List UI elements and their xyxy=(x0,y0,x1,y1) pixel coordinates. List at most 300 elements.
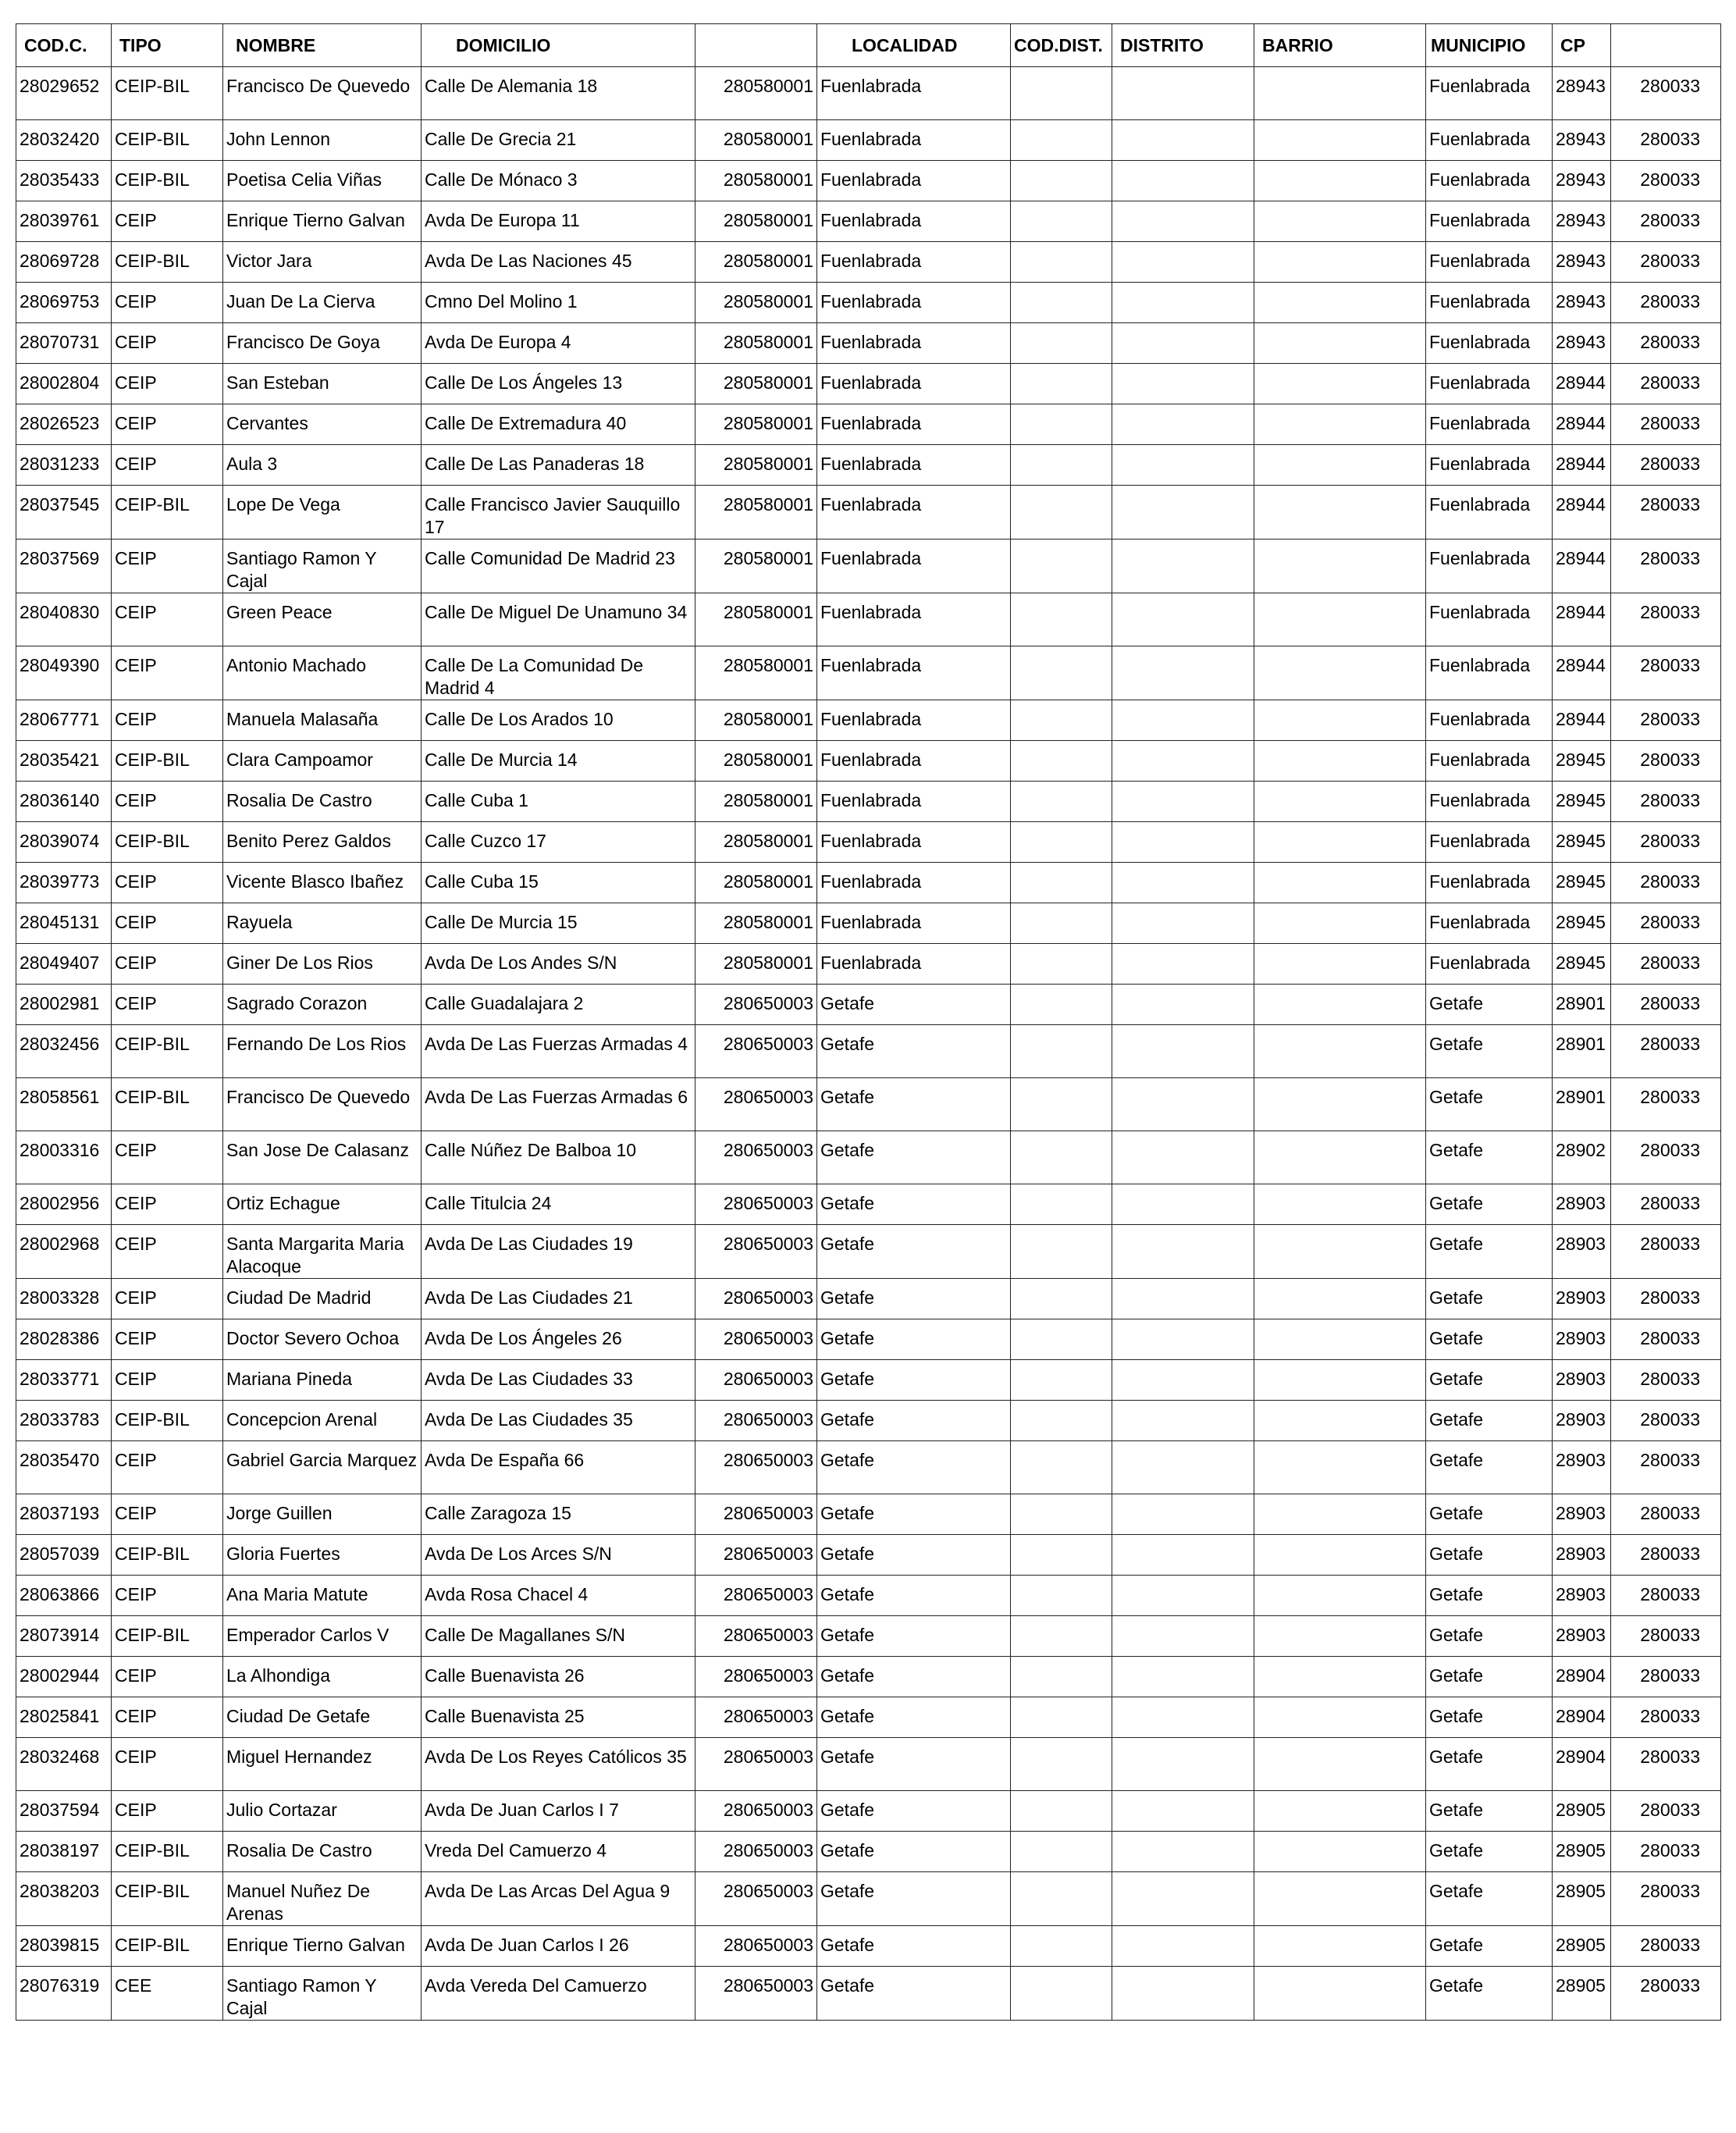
cell-municipio: Getafe xyxy=(1426,1697,1553,1738)
cell-tipo: CEIP-BIL xyxy=(112,1616,223,1657)
cell-codigo: 280580001 xyxy=(695,120,817,161)
cell-codigo-2: 280033 xyxy=(1611,1025,1721,1078)
cell-nombre: Enrique Tierno Galvan xyxy=(223,201,422,242)
cell-cp: 28944 xyxy=(1553,486,1611,539)
cell-municipio: Getafe xyxy=(1426,1535,1553,1576)
cell-localidad: Getafe xyxy=(817,985,1011,1025)
cell-localidad: Getafe xyxy=(817,1279,1011,1319)
cell-nombre: Julio Cortazar xyxy=(223,1791,422,1832)
cell-nombre: Fernando De Los Rios xyxy=(223,1025,422,1078)
cell-cod-c: 28002944 xyxy=(16,1657,112,1697)
cell-cp: 28903 xyxy=(1553,1494,1611,1535)
cell-cod-dist xyxy=(1011,201,1112,242)
cell-cp: 28904 xyxy=(1553,1697,1611,1738)
cell-barrio xyxy=(1254,1279,1426,1319)
cell-cod-dist xyxy=(1011,323,1112,364)
cell-distrito xyxy=(1112,1926,1254,1967)
cell-cp: 28901 xyxy=(1553,1025,1611,1078)
table-row xyxy=(16,1832,1721,1872)
cell-cod-c: 28037594 xyxy=(16,1791,112,1832)
cell-nombre: Gabriel Garcia Marquez xyxy=(223,1441,422,1494)
cell-domicilio: Calle Núñez De Balboa 10 xyxy=(422,1131,695,1184)
cell-distrito xyxy=(1112,1791,1254,1832)
cell-codigo-2: 280033 xyxy=(1611,1131,1721,1184)
cell-cod-dist xyxy=(1011,1535,1112,1576)
cell-localidad: Fuenlabrada xyxy=(817,201,1011,242)
cell-codigo: 280650003 xyxy=(695,1697,817,1738)
cell-tipo: CEIP xyxy=(112,404,223,445)
table-row xyxy=(16,700,1721,741)
cell-codigo-2: 280033 xyxy=(1611,1494,1721,1535)
cell-localidad: Fuenlabrada xyxy=(817,283,1011,323)
cell-barrio xyxy=(1254,1926,1426,1967)
cell-codigo-2: 280033 xyxy=(1611,782,1721,822)
cell-municipio: Fuenlabrada xyxy=(1426,242,1553,283)
cell-localidad: Getafe xyxy=(817,1319,1011,1360)
cell-barrio xyxy=(1254,863,1426,903)
cell-codigo-2: 280033 xyxy=(1611,323,1721,364)
cell-distrito xyxy=(1112,863,1254,903)
cell-cp: 28904 xyxy=(1553,1657,1611,1697)
cell-distrito xyxy=(1112,1494,1254,1535)
cell-nombre: Concepcion Arenal xyxy=(223,1401,422,1441)
cell-barrio xyxy=(1254,1401,1426,1441)
cell-codigo: 280650003 xyxy=(695,1967,817,2021)
cell-barrio xyxy=(1254,201,1426,242)
table-row xyxy=(16,161,1721,201)
header-municipio: MUNICIPIO xyxy=(1426,24,1553,67)
cell-codigo-2: 280033 xyxy=(1611,903,1721,944)
cell-municipio: Getafe xyxy=(1426,1738,1553,1791)
cell-cod-c: 28033771 xyxy=(16,1360,112,1401)
cell-cp: 28943 xyxy=(1553,283,1611,323)
cell-domicilio: Calle De Murcia 15 xyxy=(422,903,695,944)
cell-cod-dist xyxy=(1011,1967,1112,2021)
table-row xyxy=(16,1441,1721,1494)
cell-municipio: Fuenlabrada xyxy=(1426,161,1553,201)
table-row xyxy=(16,1738,1721,1791)
cell-distrito xyxy=(1112,1535,1254,1576)
table-row xyxy=(16,201,1721,242)
cell-codigo: 280650003 xyxy=(695,1576,817,1616)
cell-codigo-2: 280033 xyxy=(1611,944,1721,985)
cell-municipio: Fuenlabrada xyxy=(1426,741,1553,782)
cell-distrito xyxy=(1112,985,1254,1025)
cell-codigo: 280580001 xyxy=(695,242,817,283)
cell-cod-dist xyxy=(1011,1225,1112,1279)
cell-tipo: CEIP-BIL xyxy=(112,486,223,539)
cell-domicilio: Avda De Las Ciudades 19 xyxy=(422,1225,695,1279)
cell-codigo: 280650003 xyxy=(695,1441,817,1494)
table-row xyxy=(16,283,1721,323)
cell-cp: 28943 xyxy=(1553,120,1611,161)
cell-distrito xyxy=(1112,323,1254,364)
cell-domicilio: Calle De Los Arados 10 xyxy=(422,700,695,741)
cell-barrio xyxy=(1254,944,1426,985)
cell-nombre: Ciudad De Madrid xyxy=(223,1279,422,1319)
cell-municipio: Getafe xyxy=(1426,1494,1553,1535)
cell-domicilio: Calle Cuba 15 xyxy=(422,863,695,903)
cell-cod-dist xyxy=(1011,903,1112,944)
cell-codigo: 280650003 xyxy=(695,1279,817,1319)
cell-codigo: 280580001 xyxy=(695,283,817,323)
cell-tipo: CEE xyxy=(112,1967,223,2021)
cell-cp: 28943 xyxy=(1553,323,1611,364)
cell-cp: 28944 xyxy=(1553,593,1611,646)
cell-cod-dist xyxy=(1011,1697,1112,1738)
cell-municipio: Getafe xyxy=(1426,1791,1553,1832)
cell-barrio xyxy=(1254,1131,1426,1184)
cell-nombre: Enrique Tierno Galvan xyxy=(223,1926,422,1967)
cell-cod-dist xyxy=(1011,1360,1112,1401)
cell-cod-dist xyxy=(1011,1184,1112,1225)
cell-nombre: Antonio Machado xyxy=(223,646,422,700)
cell-municipio: Getafe xyxy=(1426,1279,1553,1319)
cell-domicilio: Avda De España 66 xyxy=(422,1441,695,1494)
cell-distrito xyxy=(1112,1697,1254,1738)
cell-barrio xyxy=(1254,486,1426,539)
cell-codigo-2: 280033 xyxy=(1611,283,1721,323)
cell-codigo-2: 280033 xyxy=(1611,1360,1721,1401)
cell-tipo: CEIP xyxy=(112,1738,223,1791)
cell-nombre: Vicente Blasco Ibañez xyxy=(223,863,422,903)
cell-domicilio: Calle Buenavista 25 xyxy=(422,1697,695,1738)
cell-distrito xyxy=(1112,1131,1254,1184)
cell-domicilio: Calle De Alemania 18 xyxy=(422,67,695,120)
cell-codigo: 280650003 xyxy=(695,1535,817,1576)
cell-distrito xyxy=(1112,1025,1254,1078)
cell-cod-c: 28038197 xyxy=(16,1832,112,1872)
cell-codigo-2: 280033 xyxy=(1611,1697,1721,1738)
cell-codigo: 280650003 xyxy=(695,1616,817,1657)
cell-tipo: CEIP-BIL xyxy=(112,1025,223,1078)
cell-localidad: Fuenlabrada xyxy=(817,404,1011,445)
cell-distrito xyxy=(1112,1872,1254,1926)
cell-barrio xyxy=(1254,1616,1426,1657)
cell-tipo: CEIP xyxy=(112,364,223,404)
cell-cod-dist xyxy=(1011,822,1112,863)
cell-municipio: Fuenlabrada xyxy=(1426,782,1553,822)
cell-tipo: CEIP xyxy=(112,1225,223,1279)
cell-cod-dist xyxy=(1011,1319,1112,1360)
cell-barrio xyxy=(1254,985,1426,1025)
cell-cod-dist xyxy=(1011,161,1112,201)
cell-codigo: 280580001 xyxy=(695,201,817,242)
cell-cod-dist xyxy=(1011,120,1112,161)
cell-codigo: 280650003 xyxy=(695,1225,817,1279)
cell-nombre: Ortiz Echague xyxy=(223,1184,422,1225)
cell-distrito xyxy=(1112,1401,1254,1441)
cell-municipio: Getafe xyxy=(1426,1872,1553,1926)
cell-cod-dist xyxy=(1011,1078,1112,1131)
table-row xyxy=(16,1926,1721,1967)
cell-distrito xyxy=(1112,822,1254,863)
cell-cod-dist xyxy=(1011,242,1112,283)
cell-cod-c: 28049390 xyxy=(16,646,112,700)
cell-distrito xyxy=(1112,486,1254,539)
cell-cod-c: 28063866 xyxy=(16,1576,112,1616)
cell-cod-c: 28037545 xyxy=(16,486,112,539)
cell-barrio xyxy=(1254,1738,1426,1791)
cell-cp: 28903 xyxy=(1553,1319,1611,1360)
cell-barrio xyxy=(1254,67,1426,120)
cell-tipo: CEIP xyxy=(112,201,223,242)
cell-cod-c: 28003316 xyxy=(16,1131,112,1184)
cell-tipo: CEIP-BIL xyxy=(112,242,223,283)
cell-cod-c: 28035470 xyxy=(16,1441,112,1494)
table-row xyxy=(16,120,1721,161)
cell-cod-c: 28040830 xyxy=(16,593,112,646)
table-row xyxy=(16,242,1721,283)
cell-domicilio: Avda De Juan Carlos I 7 xyxy=(422,1791,695,1832)
cell-municipio: Getafe xyxy=(1426,1926,1553,1967)
cell-nombre: Santiago Ramon Y Cajal xyxy=(223,539,422,593)
cell-distrito xyxy=(1112,646,1254,700)
cell-codigo: 280580001 xyxy=(695,67,817,120)
cell-tipo: CEIP-BIL xyxy=(112,822,223,863)
cell-domicilio: Calle De Extremadura 40 xyxy=(422,404,695,445)
schools-table xyxy=(16,23,1721,2021)
table-row xyxy=(16,782,1721,822)
cell-cp: 28902 xyxy=(1553,1131,1611,1184)
cell-localidad: Fuenlabrada xyxy=(817,67,1011,120)
table-row xyxy=(16,1657,1721,1697)
cell-cp: 28903 xyxy=(1553,1576,1611,1616)
cell-municipio: Getafe xyxy=(1426,1616,1553,1657)
cell-codigo: 280650003 xyxy=(695,1791,817,1832)
cell-distrito xyxy=(1112,283,1254,323)
cell-codigo-2: 280033 xyxy=(1611,985,1721,1025)
cell-nombre: Francisco De Quevedo xyxy=(223,1078,422,1131)
table-row xyxy=(16,1401,1721,1441)
cell-localidad: Getafe xyxy=(817,1657,1011,1697)
cell-tipo: CEIP xyxy=(112,903,223,944)
table-row xyxy=(16,404,1721,445)
header-cod-dist: COD.DIST. xyxy=(1011,24,1112,67)
cell-localidad: Fuenlabrada xyxy=(817,445,1011,486)
cell-barrio xyxy=(1254,1535,1426,1576)
cell-barrio xyxy=(1254,1319,1426,1360)
header-blank-1 xyxy=(695,24,817,67)
cell-domicilio: Avda De Los Andes S/N xyxy=(422,944,695,985)
cell-cp: 28905 xyxy=(1553,1832,1611,1872)
cell-localidad: Getafe xyxy=(817,1494,1011,1535)
header-row xyxy=(16,24,1721,67)
cell-nombre: Rayuela xyxy=(223,903,422,944)
cell-tipo: CEIP xyxy=(112,1576,223,1616)
cell-cod-dist xyxy=(1011,593,1112,646)
cell-codigo: 280650003 xyxy=(695,1184,817,1225)
cell-tipo: CEIP-BIL xyxy=(112,1078,223,1131)
cell-municipio: Getafe xyxy=(1426,1360,1553,1401)
cell-nombre: Francisco De Quevedo xyxy=(223,67,422,120)
cell-codigo: 280650003 xyxy=(695,1926,817,1967)
cell-domicilio: Avda De Los Ángeles 26 xyxy=(422,1319,695,1360)
cell-cp: 28905 xyxy=(1553,1791,1611,1832)
cell-codigo: 280580001 xyxy=(695,445,817,486)
table-row xyxy=(16,822,1721,863)
cell-barrio xyxy=(1254,539,1426,593)
cell-domicilio: Avda De Juan Carlos I 26 xyxy=(422,1926,695,1967)
cell-cp: 28945 xyxy=(1553,903,1611,944)
cell-domicilio: Calle De Miguel De Unamuno 34 xyxy=(422,593,695,646)
cell-cp: 28903 xyxy=(1553,1441,1611,1494)
cell-municipio: Getafe xyxy=(1426,1576,1553,1616)
cell-tipo: CEIP-BIL xyxy=(112,1872,223,1926)
cell-municipio: Fuenlabrada xyxy=(1426,404,1553,445)
cell-distrito xyxy=(1112,1657,1254,1697)
cell-codigo: 280650003 xyxy=(695,1360,817,1401)
cell-nombre: Francisco De Goya xyxy=(223,323,422,364)
cell-barrio xyxy=(1254,700,1426,741)
cell-codigo: 280650003 xyxy=(695,1657,817,1697)
cell-distrito xyxy=(1112,782,1254,822)
cell-codigo-2: 280033 xyxy=(1611,1319,1721,1360)
cell-localidad: Fuenlabrada xyxy=(817,120,1011,161)
cell-municipio: Getafe xyxy=(1426,1131,1553,1184)
cell-codigo: 280650003 xyxy=(695,1401,817,1441)
cell-localidad: Fuenlabrada xyxy=(817,486,1011,539)
table-row xyxy=(16,863,1721,903)
cell-codigo: 280650003 xyxy=(695,1832,817,1872)
header-localidad: LOCALIDAD xyxy=(817,24,1011,67)
cell-codigo: 280650003 xyxy=(695,985,817,1025)
cell-cp: 28945 xyxy=(1553,782,1611,822)
cell-barrio xyxy=(1254,120,1426,161)
cell-distrito xyxy=(1112,1967,1254,2021)
cell-localidad: Fuenlabrada xyxy=(817,944,1011,985)
cell-cod-dist xyxy=(1011,1657,1112,1697)
cell-tipo: CEIP-BIL xyxy=(112,67,223,120)
cell-tipo: CEIP xyxy=(112,539,223,593)
cell-codigo-2: 280033 xyxy=(1611,1832,1721,1872)
cell-distrito xyxy=(1112,242,1254,283)
header-cod-c: COD.C. xyxy=(16,24,112,67)
cell-codigo-2: 280033 xyxy=(1611,1401,1721,1441)
cell-localidad: Getafe xyxy=(817,1025,1011,1078)
cell-barrio xyxy=(1254,161,1426,201)
cell-localidad: Fuenlabrada xyxy=(817,903,1011,944)
cell-tipo: CEIP xyxy=(112,1131,223,1184)
cell-codigo-2: 280033 xyxy=(1611,161,1721,201)
cell-codigo-2: 280033 xyxy=(1611,646,1721,700)
cell-barrio xyxy=(1254,323,1426,364)
cell-tipo: CEIP-BIL xyxy=(112,1401,223,1441)
cell-municipio: Fuenlabrada xyxy=(1426,944,1553,985)
cell-cod-dist xyxy=(1011,67,1112,120)
cell-tipo: CEIP xyxy=(112,1494,223,1535)
cell-cod-c: 28037193 xyxy=(16,1494,112,1535)
cell-distrito xyxy=(1112,364,1254,404)
cell-barrio xyxy=(1254,445,1426,486)
cell-cod-dist xyxy=(1011,1832,1112,1872)
cell-localidad: Getafe xyxy=(817,1616,1011,1657)
cell-codigo-2: 280033 xyxy=(1611,539,1721,593)
cell-cod-dist xyxy=(1011,1576,1112,1616)
cell-codigo-2: 280033 xyxy=(1611,67,1721,120)
cell-cod-c: 28045131 xyxy=(16,903,112,944)
table-row xyxy=(16,1494,1721,1535)
cell-cp: 28903 xyxy=(1553,1360,1611,1401)
cell-cod-dist xyxy=(1011,1872,1112,1926)
cell-codigo-2: 280033 xyxy=(1611,1576,1721,1616)
cell-codigo: 280580001 xyxy=(695,646,817,700)
cell-domicilio: Avda De Las Arcas Del Agua 9 xyxy=(422,1872,695,1926)
cell-nombre: La Alhondiga xyxy=(223,1657,422,1697)
cell-nombre: Jorge Guillen xyxy=(223,1494,422,1535)
cell-localidad: Fuenlabrada xyxy=(817,364,1011,404)
cell-codigo: 280650003 xyxy=(695,1738,817,1791)
cell-localidad: Getafe xyxy=(817,1967,1011,2021)
cell-localidad: Getafe xyxy=(817,1926,1011,1967)
cell-cod-dist xyxy=(1011,944,1112,985)
cell-cp: 28905 xyxy=(1553,1926,1611,1967)
cell-cod-dist xyxy=(1011,700,1112,741)
cell-domicilio: Avda De Las Ciudades 35 xyxy=(422,1401,695,1441)
cell-distrito xyxy=(1112,1441,1254,1494)
cell-cod-c: 28032456 xyxy=(16,1025,112,1078)
cell-cod-c: 28038203 xyxy=(16,1872,112,1926)
header-tipo: TIPO xyxy=(112,24,223,67)
cell-localidad: Getafe xyxy=(817,1791,1011,1832)
cell-nombre: San Esteban xyxy=(223,364,422,404)
header-cp: CP xyxy=(1553,24,1611,67)
table-row xyxy=(16,1184,1721,1225)
cell-cod-c: 28039761 xyxy=(16,201,112,242)
cell-municipio: Getafe xyxy=(1426,1441,1553,1494)
cell-tipo: CEIP xyxy=(112,593,223,646)
cell-domicilio: Avda Vereda Del Camuerzo xyxy=(422,1967,695,2021)
table-row xyxy=(16,1131,1721,1184)
cell-cod-c: 28002968 xyxy=(16,1225,112,1279)
cell-cod-c: 28002956 xyxy=(16,1184,112,1225)
cell-municipio: Fuenlabrada xyxy=(1426,201,1553,242)
cell-cod-c: 28069753 xyxy=(16,283,112,323)
cell-cp: 28903 xyxy=(1553,1401,1611,1441)
cell-distrito xyxy=(1112,1225,1254,1279)
cell-cod-c: 28073914 xyxy=(16,1616,112,1657)
cell-codigo-2: 280033 xyxy=(1611,242,1721,283)
cell-cod-c: 28026523 xyxy=(16,404,112,445)
cell-domicilio: Calle Zaragoza 15 xyxy=(422,1494,695,1535)
cell-localidad: Getafe xyxy=(817,1832,1011,1872)
cell-codigo-2: 280033 xyxy=(1611,1225,1721,1279)
cell-barrio xyxy=(1254,782,1426,822)
cell-cp: 28903 xyxy=(1553,1535,1611,1576)
table-row xyxy=(16,985,1721,1025)
cell-tipo: CEIP-BIL xyxy=(112,1926,223,1967)
table-row xyxy=(16,67,1721,120)
cell-tipo: CEIP-BIL xyxy=(112,1535,223,1576)
table-row xyxy=(16,1279,1721,1319)
cell-tipo: CEIP xyxy=(112,1441,223,1494)
cell-domicilio: Calle De Murcia 14 xyxy=(422,741,695,782)
cell-cp: 28945 xyxy=(1553,822,1611,863)
cell-codigo-2: 280033 xyxy=(1611,1791,1721,1832)
cell-cod-dist xyxy=(1011,1926,1112,1967)
cell-codigo: 280580001 xyxy=(695,486,817,539)
cell-cod-dist xyxy=(1011,1791,1112,1832)
cell-localidad: Fuenlabrada xyxy=(817,242,1011,283)
cell-tipo: CEIP xyxy=(112,863,223,903)
cell-cod-c: 28033783 xyxy=(16,1401,112,1441)
cell-codigo-2: 280033 xyxy=(1611,445,1721,486)
cell-cod-c: 28036140 xyxy=(16,782,112,822)
cell-cp: 28943 xyxy=(1553,201,1611,242)
cell-cod-c: 28039815 xyxy=(16,1926,112,1967)
cell-nombre: Ciudad De Getafe xyxy=(223,1697,422,1738)
cell-distrito xyxy=(1112,445,1254,486)
